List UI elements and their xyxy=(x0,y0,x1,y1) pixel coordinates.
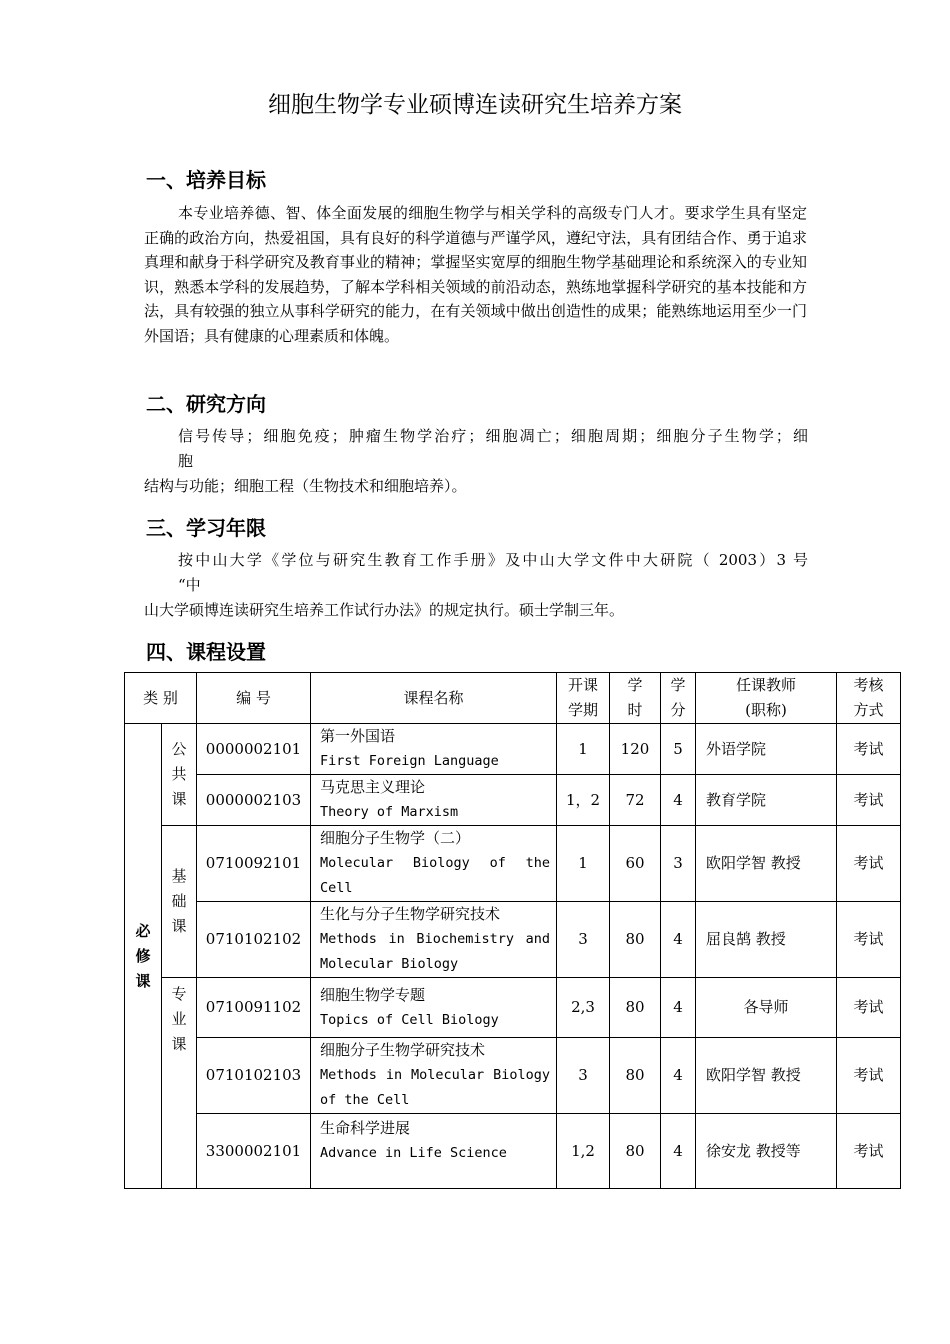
course-name-en: Molecular Biology of the Cell xyxy=(320,855,550,896)
group-required-cell xyxy=(125,724,162,1189)
course-name xyxy=(311,775,557,826)
sub-major-cell xyxy=(162,978,197,1189)
sub-basic: 基础课 xyxy=(171,867,187,935)
course-exam: 考试 xyxy=(837,724,901,775)
course-credits: 3 xyxy=(661,826,696,902)
course-credits: 4 xyxy=(661,1038,696,1114)
course-hours: 60 xyxy=(610,826,661,902)
sub-public-cell xyxy=(162,724,197,826)
duration-line-3: 山大学硕博连读研究生培养工作试行办法》的规定执行。硕士学制三年。 xyxy=(144,601,625,619)
course-exam: 考试 xyxy=(837,775,901,826)
course-code: 0710092101 xyxy=(197,826,311,902)
course-name-zh: 细胞分子生物学研究技术 xyxy=(320,1041,486,1059)
course-exam: 考试 xyxy=(837,902,901,978)
course-hours: 80 xyxy=(610,1114,661,1189)
header-name: 课程名称 xyxy=(311,673,557,724)
header-hours-2: 时 xyxy=(627,701,643,719)
table-row xyxy=(125,902,901,978)
header-teacher-1: 任课教师 xyxy=(735,676,796,694)
course-semester: 3 xyxy=(557,902,610,978)
header-semester-2: 学期 xyxy=(567,701,598,719)
course-code: 0000002103 xyxy=(197,775,311,826)
sub-basic-cell xyxy=(162,826,197,978)
course-code: 0710091102 xyxy=(197,978,311,1038)
course-name xyxy=(311,826,557,902)
header-semester-1: 开课 xyxy=(567,676,598,694)
section-heading-research: 二、研究方向 xyxy=(146,392,266,416)
table-header-row xyxy=(125,673,901,724)
table-row xyxy=(125,826,901,902)
header-exam-1: 考核 xyxy=(853,676,884,694)
table-row xyxy=(125,978,901,1038)
course-credits: 4 xyxy=(661,978,696,1038)
course-hours: 80 xyxy=(610,978,661,1038)
header-credits xyxy=(661,673,696,724)
course-name-en: Topics of Cell Biology xyxy=(320,1011,499,1028)
course-code: 3300002101 xyxy=(197,1114,311,1189)
course-name-en: Methods in Molecular Biology of the Cell xyxy=(320,1067,550,1108)
group-required: 必修课 xyxy=(135,921,151,990)
section-heading-duration: 三、学习年限 xyxy=(146,516,266,540)
course-name xyxy=(311,978,557,1038)
course-exam: 考试 xyxy=(837,978,901,1038)
course-name xyxy=(311,1038,557,1114)
course-teacher: 屈良鹄 教授 xyxy=(696,902,837,978)
research-line-2: 胞 xyxy=(178,452,194,470)
course-name xyxy=(311,724,557,775)
course-table xyxy=(124,672,901,1189)
course-teacher: 欧阳学智 教授 xyxy=(696,1038,837,1114)
research-line-3: 结构与功能；细胞工程（生物技术和细胞培养）。 xyxy=(144,477,467,495)
header-teacher xyxy=(696,673,837,724)
course-name-zh: 生化与分子生物学研究技术 xyxy=(320,905,501,923)
course-teacher: 欧阳学智 教授 xyxy=(696,826,837,902)
course-hours: 80 xyxy=(610,1038,661,1114)
course-semester: 1,2 xyxy=(557,1114,610,1189)
sub-public: 公共课 xyxy=(171,740,187,808)
course-hours: 80 xyxy=(610,902,661,978)
course-teacher: 各导师 xyxy=(696,978,837,1038)
course-credits: 4 xyxy=(661,775,696,826)
course-teacher: 徐安龙 教授等 xyxy=(696,1114,837,1189)
header-exam-2: 方式 xyxy=(853,701,884,719)
header-credits-2: 分 xyxy=(670,701,686,719)
course-code: 0000002101 xyxy=(197,724,311,775)
header-semester xyxy=(557,673,610,724)
course-code: 0710102102 xyxy=(197,902,311,978)
course-name-zh: 细胞生物学专题 xyxy=(320,985,426,1004)
header-teacher-2: (职称) xyxy=(745,701,787,719)
header-category: 类 别 xyxy=(125,673,197,724)
course-name-en: Methods in Biochemistry and Molecular Biology xyxy=(320,931,550,972)
course-semester: 3 xyxy=(557,1038,610,1114)
course-exam: 考试 xyxy=(837,1038,901,1114)
course-name-en: First Foreign Language xyxy=(320,753,499,769)
course-name-zh: 马克思主义理论 xyxy=(320,778,426,796)
research-line-1: 信号传导；细胞免疫；肿瘤生物学治疗；细胞凋亡；细胞周期；细胞分子生物学；细 xyxy=(178,427,808,445)
course-credits: 4 xyxy=(661,1114,696,1189)
header-credits-1: 学 xyxy=(670,676,686,694)
course-name-en: Advance in Life Science xyxy=(320,1145,507,1161)
course-credits: 4 xyxy=(661,902,696,978)
section-heading-courses: 四、课程设置 xyxy=(146,640,266,664)
course-teacher: 外语学院 xyxy=(696,724,837,775)
course-hours: 72 xyxy=(610,775,661,826)
course-name-zh: 细胞分子生物学（二） xyxy=(320,829,471,847)
course-exam: 考试 xyxy=(837,1114,901,1189)
course-name xyxy=(311,1114,557,1189)
course-semester: 1 xyxy=(557,724,610,775)
header-hours xyxy=(610,673,661,724)
course-name-zh: 第一外国语 xyxy=(320,727,396,745)
course-credits: 5 xyxy=(661,724,696,775)
section-heading-goals: 一、培养目标 xyxy=(146,168,266,192)
table-row xyxy=(125,1038,901,1114)
duration-line-1: 按中山大学《学位与研究生教育工作手册》及中山大学文件中大研院（ 2003）3 号 xyxy=(178,551,808,569)
header-exam xyxy=(837,673,901,724)
header-hours-1: 学 xyxy=(627,676,643,694)
section-text-goals: 本专业培养德、智、体全面发展的细胞生物学与相关学科的高级专门人才。要求学生具有坚定正确的政治方向，热爱祖国，具有良好的科学道德与严谨学风，遵纪守法，具有团结合作、勇于追求真理和献身于科学研究及教育事业的精神；掌握坚实宽厚的细胞生物学基础理论和系统深入的专业知识，熟悉本学科的发展趋势，了解本学科相关领域的前沿动态，熟练地掌握科学研究的基本技能和方法，具有较强的独立从事科学研究的能力，在有关领域中做出创造性的成果；能熟练地运用至少一门外国语；具有健康的心理素质和体魄。 xyxy=(144,204,807,345)
table-row xyxy=(125,1114,901,1189)
course-name-en: Theory of Marxism xyxy=(320,804,459,820)
course-teacher: 教育学院 xyxy=(696,775,837,826)
course-name-zh: 生命科学进展 xyxy=(320,1119,411,1137)
course-exam: 考试 xyxy=(837,826,901,902)
course-name xyxy=(311,902,557,978)
course-hours: 120 xyxy=(610,724,661,775)
duration-line-2: “中 xyxy=(178,576,201,594)
table-row xyxy=(125,724,901,775)
course-code: 0710102103 xyxy=(197,1038,311,1114)
course-semester: 2,3 xyxy=(557,978,610,1038)
header-code: 编 号 xyxy=(197,673,311,724)
page-title: 细胞生物学专业硕博连读研究生培养方案 xyxy=(268,92,682,118)
sub-major: 专业课 xyxy=(171,985,187,1053)
course-semester: 1，2 xyxy=(557,775,610,826)
table-row xyxy=(125,775,901,826)
course-semester: 1 xyxy=(557,826,610,902)
